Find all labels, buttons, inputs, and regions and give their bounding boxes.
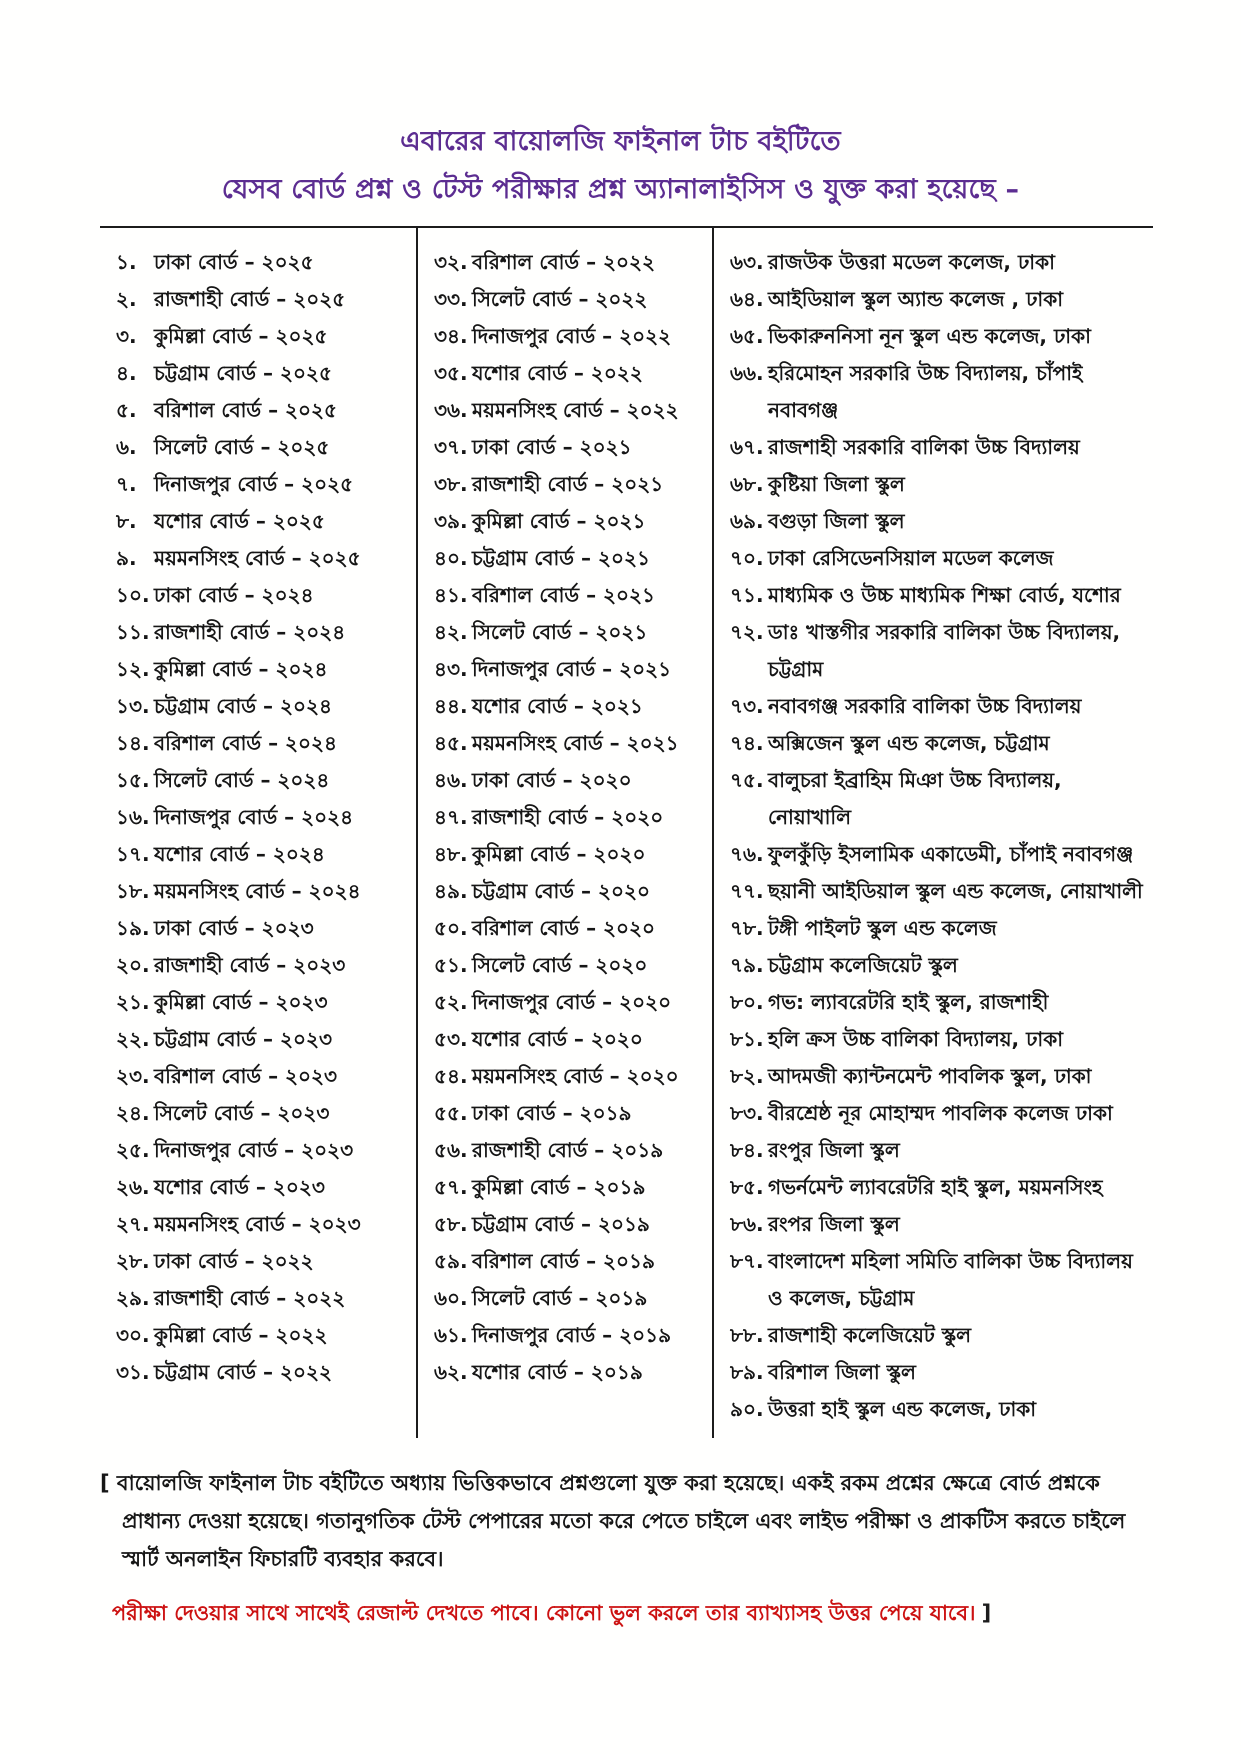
list-item-number: ৩৯. bbox=[434, 509, 468, 533]
list-item-text: ভিকারুননিসা নূন স্কুল এন্ড কলেজ, ঢাকা bbox=[768, 324, 1091, 348]
list-item bbox=[730, 1095, 1149, 1132]
list-item bbox=[730, 1169, 1149, 1206]
list-item-text: টঙ্গী পাইলট স্কুল এন্ড কলেজ bbox=[768, 916, 997, 940]
list-item-number: ৪২. bbox=[434, 620, 468, 644]
list-item-text: যশোর বোর্ড – ২০২৫ bbox=[154, 509, 325, 533]
list-item-text: রাজশাহী বোর্ড – ২০২৩ bbox=[154, 953, 346, 977]
list-item bbox=[116, 651, 412, 688]
list-item-text: চট্টগ্রাম বোর্ড – ২০২২ bbox=[154, 1360, 332, 1384]
list-item-text: বরিশাল জিলা স্কুল bbox=[768, 1360, 916, 1384]
list-item-text: হরিমোহন সরকারি উচ্চ বিদ্যালয়, চাঁপাই নবাবগঞ্জ bbox=[768, 361, 1083, 422]
list-item bbox=[434, 577, 708, 614]
list-item bbox=[434, 910, 708, 947]
list-item-text: বরিশাল বোর্ড – ২০২৫ bbox=[154, 398, 338, 422]
list-item-number: ৮৩. bbox=[730, 1101, 764, 1125]
list-item-number: ৬. bbox=[116, 435, 137, 459]
list-item-number: ৬৭. bbox=[730, 435, 764, 459]
list-item bbox=[116, 688, 412, 725]
list-item bbox=[116, 762, 412, 799]
list-item-number: ১৭. bbox=[116, 842, 150, 866]
list-item-text: কুমিল্লা বোর্ড – ২০২২ bbox=[154, 1323, 328, 1347]
list-item-text: ময়মনসিংহ বোর্ড – ২০২৫ bbox=[154, 546, 361, 570]
list-item-number: ৮৬. bbox=[730, 1212, 764, 1236]
list-item bbox=[730, 836, 1149, 873]
list-item bbox=[434, 1169, 708, 1206]
list-item-text: দিনাজপুর বোর্ড – ২০২১ bbox=[472, 657, 672, 681]
board-list-column-1 bbox=[100, 228, 416, 1438]
list-item bbox=[730, 244, 1149, 281]
list-item-text: গভর্নমেন্ট ল্যাবরেটরি হাই স্কুল, ময়মনসিংহ bbox=[768, 1175, 1103, 1199]
list-item bbox=[434, 762, 708, 799]
list-item bbox=[434, 614, 708, 651]
list-item-text: মাধ্যমিক ও উচ্চ মাধ্যমিক শিক্ষা বোর্ড, যশোর bbox=[768, 583, 1121, 607]
list-item-number: ২৯. bbox=[116, 1286, 150, 1310]
list-item bbox=[730, 1391, 1149, 1428]
footer-note: [ বায়োলজি ফাইনাল টাচ বইটিতে অধ্যায় ভিত্তিকভাবে প্রশ্নগুলো যুক্ত করা হয়েছে। একই রকম প্রশ্নের ক্ষেত্রে বোর্ড প্রশ্নকে প্রাধান্য দেওয়া হয়েছে। গতানুগতিক টেস্ট পেপারের মতো করে পেতে চাইলে এবং লাইভ পরীক্ষা ও প্রাকটিস করতে চাইলে স্মার্ট অনলাইন ফিচারটি ব্যবহার করবে। bbox=[100, 1471, 1126, 1571]
list-item-number: ৬৯. bbox=[730, 509, 764, 533]
list-item-number: ৬০. bbox=[434, 1286, 468, 1310]
list-item-number: ২. bbox=[116, 287, 137, 311]
list-item-number: ৭১. bbox=[730, 583, 764, 607]
list-item bbox=[434, 873, 708, 910]
list-item-number: ৩৮. bbox=[434, 472, 468, 496]
list-item bbox=[730, 984, 1149, 1021]
list-item bbox=[434, 799, 708, 836]
list-item-text: ময়মনসিংহ বোর্ড – ২০২৪ bbox=[154, 879, 361, 903]
list-item-text: চট্টগ্রাম বোর্ড – ২০২০ bbox=[472, 879, 650, 903]
list-item-text: বরিশাল বোর্ড – ২০২৩ bbox=[154, 1064, 338, 1088]
list-item-text: কুমিল্লা বোর্ড – ২০২৫ bbox=[154, 324, 328, 348]
list-item-number: ৩১. bbox=[116, 1360, 150, 1384]
list-item-number: ৪০. bbox=[434, 546, 468, 570]
list-item-text: সিলেট বোর্ড – ২০২১ bbox=[472, 620, 648, 644]
list-item-text: যশোর বোর্ড – ২০২২ bbox=[472, 361, 643, 385]
list-item bbox=[116, 614, 412, 651]
list-item bbox=[730, 1354, 1149, 1391]
list-item-text: ময়মনসিংহ বোর্ড – ২০২১ bbox=[472, 731, 679, 755]
list-item-text: ডাঃ খাস্তগীর সরকারি বালিকা উচ্চ বিদ্যালয়, চট্টগ্রাম bbox=[768, 620, 1121, 681]
list-item-text: ময়মনসিংহ বোর্ড – ২০২২ bbox=[472, 398, 679, 422]
list-item-text: রাজশাহী কলেজিয়েট স্কুল bbox=[768, 1323, 972, 1347]
list-item bbox=[730, 1058, 1149, 1095]
list-item bbox=[116, 244, 412, 281]
list-item bbox=[116, 1317, 412, 1354]
list-item-text: অক্সিজেন স্কুল এন্ড কলেজ, চট্টগ্রাম bbox=[768, 731, 1050, 755]
list-item bbox=[434, 1206, 708, 1243]
list-item-text: বরিশাল বোর্ড – ২০২২ bbox=[472, 250, 656, 274]
list-item bbox=[730, 1317, 1149, 1354]
list-item bbox=[434, 651, 708, 688]
list-item bbox=[434, 281, 708, 318]
list-item-number: ৯. bbox=[116, 546, 137, 570]
list-item bbox=[730, 318, 1149, 355]
list-item-number: ৭৭. bbox=[730, 879, 764, 903]
list-item bbox=[730, 1021, 1149, 1058]
list-item-number: ৭৯. bbox=[730, 953, 764, 977]
list-item-text: যশোর বোর্ড – ২০২০ bbox=[472, 1027, 643, 1051]
list-item bbox=[434, 1021, 708, 1058]
list-item-text: দিনাজপুর বোর্ড – ২০২২ bbox=[472, 324, 672, 348]
list-item-text: ঢাকা বোর্ড – ২০১৯ bbox=[472, 1101, 632, 1125]
list-item-number: ৬২. bbox=[434, 1360, 468, 1384]
list-item-number: ২৬. bbox=[116, 1175, 150, 1199]
list-item-number: ২৫. bbox=[116, 1138, 150, 1162]
list-item bbox=[116, 1243, 412, 1280]
list-item-number: ৫৭. bbox=[434, 1175, 468, 1199]
list-item bbox=[434, 318, 708, 355]
list-item-number: ৭২. bbox=[730, 620, 764, 644]
list-item-number: ৪৫. bbox=[434, 731, 468, 755]
list-item-text: বরিশাল বোর্ড – ২০১৯ bbox=[472, 1249, 656, 1273]
list-item bbox=[434, 503, 708, 540]
list-item-text: কুমিল্লা বোর্ড – ২০১৯ bbox=[472, 1175, 646, 1199]
list-item bbox=[434, 1317, 708, 1354]
list-item bbox=[434, 1354, 708, 1391]
list-item-text: চট্টগ্রাম বোর্ড – ২০১৯ bbox=[472, 1212, 650, 1236]
list-item-number: ৭৬. bbox=[730, 842, 764, 866]
list-item-number: ২৭. bbox=[116, 1212, 150, 1236]
list-item-text: যশোর বোর্ড – ২০১৯ bbox=[472, 1360, 643, 1384]
list-item-text: ফুলকুঁড়ি ইসলামিক একাডেমী, চাঁপাই নবাবগঞ্জ bbox=[768, 842, 1134, 866]
list-item-number: ৪৭. bbox=[434, 805, 468, 829]
list-item-number: ৪. bbox=[116, 361, 137, 385]
list-item bbox=[434, 392, 708, 429]
list-item bbox=[434, 244, 708, 281]
list-item-text: দিনাজপুর বোর্ড – ২০১৯ bbox=[472, 1323, 672, 1347]
list-item-number: ৩৪. bbox=[434, 324, 468, 348]
list-item-number: ৫৯. bbox=[434, 1249, 468, 1273]
footer-highlight-text: পরীক্ষা দেওয়ার সাথে সাথেই রেজাল্ট দেখতে পাবে। কোনো ভুল করলে তার ব্যাখ্যাসহ উত্তর পেয়ে যাবে। bbox=[112, 1601, 976, 1625]
list-item-text: ঢাকা বোর্ড – ২০২০ bbox=[472, 768, 632, 792]
list-item-number: ১০. bbox=[116, 583, 150, 607]
list-item bbox=[730, 947, 1149, 984]
list-item bbox=[116, 910, 412, 947]
list-item-number: ১. bbox=[116, 250, 137, 274]
list-item bbox=[116, 355, 412, 392]
list-item bbox=[730, 762, 1149, 836]
list-item bbox=[730, 910, 1149, 947]
list-item-text: যশোর বোর্ড – ২০২১ bbox=[472, 694, 643, 718]
header-title-line2: যেসব বোর্ড প্রশ্ন ও টেস্ট পরীক্ষার প্রশ্ন অ্যানালাইসিস ও যুক্ত করা হয়েছে – bbox=[221, 174, 1020, 205]
list-item-number: ৮৮. bbox=[730, 1323, 764, 1347]
list-item-number: ৪৬. bbox=[434, 768, 468, 792]
list-item-number: ৮৪. bbox=[730, 1138, 764, 1162]
list-item-text: গভ: ল্যাবরেটরি হাই স্কুল, রাজশাহী bbox=[768, 990, 1049, 1014]
list-item-number: ৩৩. bbox=[434, 287, 468, 311]
list-item bbox=[730, 873, 1149, 910]
list-item-number: ৫৮. bbox=[434, 1212, 468, 1236]
list-item-text: যশোর বোর্ড – ২০২৪ bbox=[154, 842, 325, 866]
list-item-text: আইডিয়াল স্কুল অ্যান্ড কলেজ , ঢাকা bbox=[768, 287, 1064, 311]
list-item-number: ৬৮. bbox=[730, 472, 764, 496]
list-item-text: সিলেট বোর্ড – ২০২০ bbox=[472, 953, 648, 977]
list-item bbox=[116, 1058, 412, 1095]
list-item-text: যশোর বোর্ড – ২০২৩ bbox=[154, 1175, 325, 1199]
list-item-text: রাজউক উত্তরা মডেল কলেজ, ঢাকা bbox=[768, 250, 1055, 274]
list-item bbox=[116, 1280, 412, 1317]
list-item-number: ১৩. bbox=[116, 694, 150, 718]
list-item bbox=[434, 540, 708, 577]
list-item-text: সিলেট বোর্ড – ২০১৯ bbox=[472, 1286, 648, 1310]
list-item bbox=[434, 1095, 708, 1132]
list-item bbox=[116, 1206, 412, 1243]
list-item-number: ২২. bbox=[116, 1027, 150, 1051]
list-item bbox=[434, 725, 708, 762]
list-item-number: ৭. bbox=[116, 472, 137, 496]
list-item-number: ৬৫. bbox=[730, 324, 764, 348]
list-item-number: ৪৪. bbox=[434, 694, 468, 718]
list-item-text: চট্টগ্রাম কলেজিয়েট স্কুল bbox=[768, 953, 958, 977]
list-item-number: ৮১. bbox=[730, 1027, 764, 1051]
list-item-text: ঢাকা রেসিডেনসিয়াল মডেল কলেজ bbox=[768, 546, 1054, 570]
list-item bbox=[116, 873, 412, 910]
list-item bbox=[730, 1132, 1149, 1169]
list-item bbox=[434, 947, 708, 984]
list-item bbox=[434, 1132, 708, 1169]
list-item bbox=[730, 614, 1149, 688]
list-item-number: ৩৬. bbox=[434, 398, 468, 422]
list-item-number: ৮৭. bbox=[730, 1249, 764, 1273]
list-item-number: ১১. bbox=[116, 620, 150, 644]
list-item bbox=[730, 725, 1149, 762]
list-item-text: আদমজী ক্যান্টনমেন্ট পাবলিক স্কুল, ঢাকা bbox=[768, 1064, 1092, 1088]
list-item-number: ১২. bbox=[116, 657, 150, 681]
list-item-number: ৭০. bbox=[730, 546, 764, 570]
list-item-text: দিনাজপুর বোর্ড – ২০২৪ bbox=[154, 805, 354, 829]
list-item-text: কুমিল্লা বোর্ড – ২০২৩ bbox=[154, 990, 328, 1014]
list-item bbox=[116, 281, 412, 318]
list-item-text: রাজশাহী বোর্ড – ২০২০ bbox=[472, 805, 664, 829]
list-item bbox=[730, 1206, 1149, 1243]
list-item bbox=[116, 540, 412, 577]
list-item-text: সিলেট বোর্ড – ২০২২ bbox=[472, 287, 648, 311]
list-item bbox=[116, 577, 412, 614]
list-item-text: ময়মনসিংহ বোর্ড – ২০২০ bbox=[472, 1064, 679, 1088]
list-item-number: ৯০. bbox=[730, 1397, 764, 1421]
list-item-text: রাজশাহী সরকারি বালিকা উচ্চ বিদ্যালয় bbox=[768, 435, 1080, 459]
list-item bbox=[116, 1095, 412, 1132]
list-item bbox=[730, 540, 1149, 577]
list-item-text: বরিশাল বোর্ড – ২০২১ bbox=[472, 583, 656, 607]
list-item-text: ঢাকা বোর্ড – ২০২৪ bbox=[154, 583, 314, 607]
list-item bbox=[116, 836, 412, 873]
list-item bbox=[116, 1132, 412, 1169]
list-item bbox=[730, 688, 1149, 725]
list-item-text: রাজশাহী বোর্ড – ২০২৪ bbox=[154, 620, 346, 644]
list-item-text: দিনাজপুর বোর্ড – ২০২৫ bbox=[154, 472, 354, 496]
list-item-number: ৫৩. bbox=[434, 1027, 468, 1051]
list-item bbox=[434, 355, 708, 392]
list-item bbox=[730, 466, 1149, 503]
list-item bbox=[116, 947, 412, 984]
list-item-number: ৩২. bbox=[434, 250, 468, 274]
list-item bbox=[434, 688, 708, 725]
list-item-number: ১৬. bbox=[116, 805, 150, 829]
list-item-text: ঢাকা বোর্ড – ২০২৫ bbox=[154, 250, 314, 274]
list-item-number: ৫৪. bbox=[434, 1064, 468, 1088]
list-item bbox=[116, 799, 412, 836]
list-item-number: ৮. bbox=[116, 509, 137, 533]
list-item bbox=[116, 1021, 412, 1058]
list-item-text: রংপুর জিলা স্কুল bbox=[768, 1138, 900, 1162]
footer-highlight-line bbox=[112, 1594, 1146, 1632]
list-item-number: ৫৫. bbox=[434, 1101, 468, 1125]
list-item-text: হলি ক্রস উচ্চ বালিকা বিদ্যালয়, ঢাকা bbox=[768, 1027, 1064, 1051]
list-item bbox=[730, 355, 1149, 429]
list-item bbox=[434, 836, 708, 873]
list-item-number: ২৩. bbox=[116, 1064, 150, 1088]
list-item bbox=[730, 1243, 1149, 1317]
list-item-number: ১৪. bbox=[116, 731, 150, 755]
list-item-text: কুমিল্লা বোর্ড – ২০২৪ bbox=[154, 657, 328, 681]
list-item-text: রংপর জিলা স্কুল bbox=[768, 1212, 900, 1236]
list-item-text: রাজশাহী বোর্ড – ২০২৫ bbox=[154, 287, 346, 311]
board-list-column-2 bbox=[416, 228, 712, 1438]
list-item bbox=[116, 1354, 412, 1391]
list-item bbox=[116, 725, 412, 762]
list-item-number: ৫৬. bbox=[434, 1138, 468, 1162]
list-item-text: কুমিল্লা বোর্ড – ২০২১ bbox=[472, 509, 646, 533]
footer-closing-bracket: ] bbox=[981, 1601, 992, 1625]
list-item-number: ১৮. bbox=[116, 879, 150, 903]
list-item-number: ৬১. bbox=[434, 1323, 468, 1347]
list-item-text: দিনাজপুর বোর্ড – ২০২০ bbox=[472, 990, 672, 1014]
list-item-text: রাজশাহী বোর্ড – ২০২২ bbox=[154, 1286, 346, 1310]
list-item-number: ৪৯. bbox=[434, 879, 468, 903]
list-item-text: বরিশাল বোর্ড – ২০২৪ bbox=[154, 731, 338, 755]
list-item-number: ২৮. bbox=[116, 1249, 150, 1273]
list-item-text: সিলেট বোর্ড – ২০২৩ bbox=[154, 1101, 330, 1125]
list-item bbox=[116, 1169, 412, 1206]
list-item bbox=[434, 1280, 708, 1317]
list-item-text: বালুচরা ইব্রাহিম মিঞা উচ্চ বিদ্যালয়, নোয়াখালি bbox=[768, 768, 1062, 829]
list-item-number: ৭৫. bbox=[730, 768, 764, 792]
list-item-number: ৪১. bbox=[434, 583, 468, 607]
list-item-number: ৮০. bbox=[730, 990, 764, 1014]
list-item-text: বগুড়া জিলা স্কুল bbox=[768, 509, 905, 533]
list-item-text: দিনাজপুর বোর্ড – ২০২৩ bbox=[154, 1138, 354, 1162]
list-item-number: ৫১. bbox=[434, 953, 468, 977]
list-item-number: ১৯. bbox=[116, 916, 150, 940]
list-item bbox=[116, 984, 412, 1021]
list-item-number: ২৪. bbox=[116, 1101, 150, 1125]
list-item-text: রাজশাহী বোর্ড – ২০১৯ bbox=[472, 1138, 664, 1162]
list-item-text: সিলেট বোর্ড – ২০২৫ bbox=[154, 435, 330, 459]
list-item-text: কুষ্টিয়া জিলা স্কুল bbox=[768, 472, 905, 496]
list-item bbox=[116, 429, 412, 466]
list-item-number: ৬৩. bbox=[730, 250, 764, 274]
list-item-number: ৮৫. bbox=[730, 1175, 764, 1199]
header-title-line1: এবারের বায়োলজি ফাইনাল টাচ বইটিতে bbox=[400, 126, 841, 157]
list-item bbox=[434, 1058, 708, 1095]
list-item bbox=[730, 429, 1149, 466]
list-item-number: ৮৯. bbox=[730, 1360, 764, 1384]
list-item-number: ৭৮. bbox=[730, 916, 764, 940]
list-item-text: ছয়ানী আইডিয়াল স্কুল এন্ড কলেজ, নোয়াখালী bbox=[768, 879, 1143, 903]
list-item-text: চট্টগ্রাম বোর্ড – ২০২৪ bbox=[154, 694, 332, 718]
list-item-number: ৮২. bbox=[730, 1064, 764, 1088]
list-item-text: সিলেট বোর্ড – ২০২৪ bbox=[154, 768, 330, 792]
list-item bbox=[434, 466, 708, 503]
list-item bbox=[730, 503, 1149, 540]
list-item-text: ঢাকা বোর্ড – ২০২১ bbox=[472, 435, 632, 459]
list-item-text: চট্টগ্রাম বোর্ড – ২০২১ bbox=[472, 546, 650, 570]
list-item bbox=[116, 466, 412, 503]
list-item bbox=[116, 503, 412, 540]
list-item-number: ৩০. bbox=[116, 1323, 150, 1347]
list-item bbox=[730, 577, 1149, 614]
list-item-number: ৩৭. bbox=[434, 435, 468, 459]
list-item bbox=[116, 392, 412, 429]
list-item-number: ২১. bbox=[116, 990, 150, 1014]
list-item-text: বীরশ্রেষ্ঠ নূর মোহাম্মদ পাবলিক কলেজ ঢাকা bbox=[768, 1101, 1113, 1125]
board-list-columns bbox=[100, 228, 1153, 1438]
list-item-number: ৫. bbox=[116, 398, 137, 422]
list-item-text: চট্টগ্রাম বোর্ড – ২০২৩ bbox=[154, 1027, 332, 1051]
list-item bbox=[434, 429, 708, 466]
list-item-number: ৩. bbox=[116, 324, 137, 348]
list-item-text: চট্টগ্রাম বোর্ড – ২০২৫ bbox=[154, 361, 332, 385]
list-item bbox=[434, 1243, 708, 1280]
board-list-column-3 bbox=[712, 228, 1153, 1438]
list-item bbox=[116, 318, 412, 355]
list-item-text: ঢাকা বোর্ড – ২০২৩ bbox=[154, 916, 314, 940]
list-item-number: ৭৪. bbox=[730, 731, 764, 755]
list-item-number: ৫০. bbox=[434, 916, 468, 940]
list-item-text: রাজশাহী বোর্ড – ২০২১ bbox=[472, 472, 664, 496]
list-item-text: নবাবগঞ্জ সরকারি বালিকা উচ্চ বিদ্যালয় bbox=[768, 694, 1082, 718]
list-item-number: ৭৩. bbox=[730, 694, 764, 718]
list-item-number: ৪৩. bbox=[434, 657, 468, 681]
list-item bbox=[730, 281, 1149, 318]
list-item-number: ৬৪. bbox=[730, 287, 764, 311]
list-item-text: বরিশাল বোর্ড – ২০২০ bbox=[472, 916, 656, 940]
list-item-text: কুমিল্লা বোর্ড – ২০২০ bbox=[472, 842, 646, 866]
list-item bbox=[434, 984, 708, 1021]
list-item-number: ৫২. bbox=[434, 990, 468, 1014]
list-item-number: ৪৮. bbox=[434, 842, 468, 866]
list-item-number: ৩৫. bbox=[434, 361, 468, 385]
list-item-text: ঢাকা বোর্ড – ২০২২ bbox=[154, 1249, 314, 1273]
page-header bbox=[0, 0, 1241, 210]
list-item-number: ২০. bbox=[116, 953, 150, 977]
list-item-number: ৬৬. bbox=[730, 361, 764, 385]
list-item-text: ময়মনসিংহ বোর্ড – ২০২৩ bbox=[154, 1212, 361, 1236]
list-item-text: উত্তরা হাই স্কুল এন্ড কলেজ, ঢাকা bbox=[768, 1397, 1037, 1421]
list-item-number: ১৫. bbox=[116, 768, 150, 792]
list-item-text: বাংলাদেশ মহিলা সমিতি বালিকা উচ্চ বিদ্যালয় ও কলেজ, চট্টগ্রাম bbox=[768, 1249, 1133, 1310]
